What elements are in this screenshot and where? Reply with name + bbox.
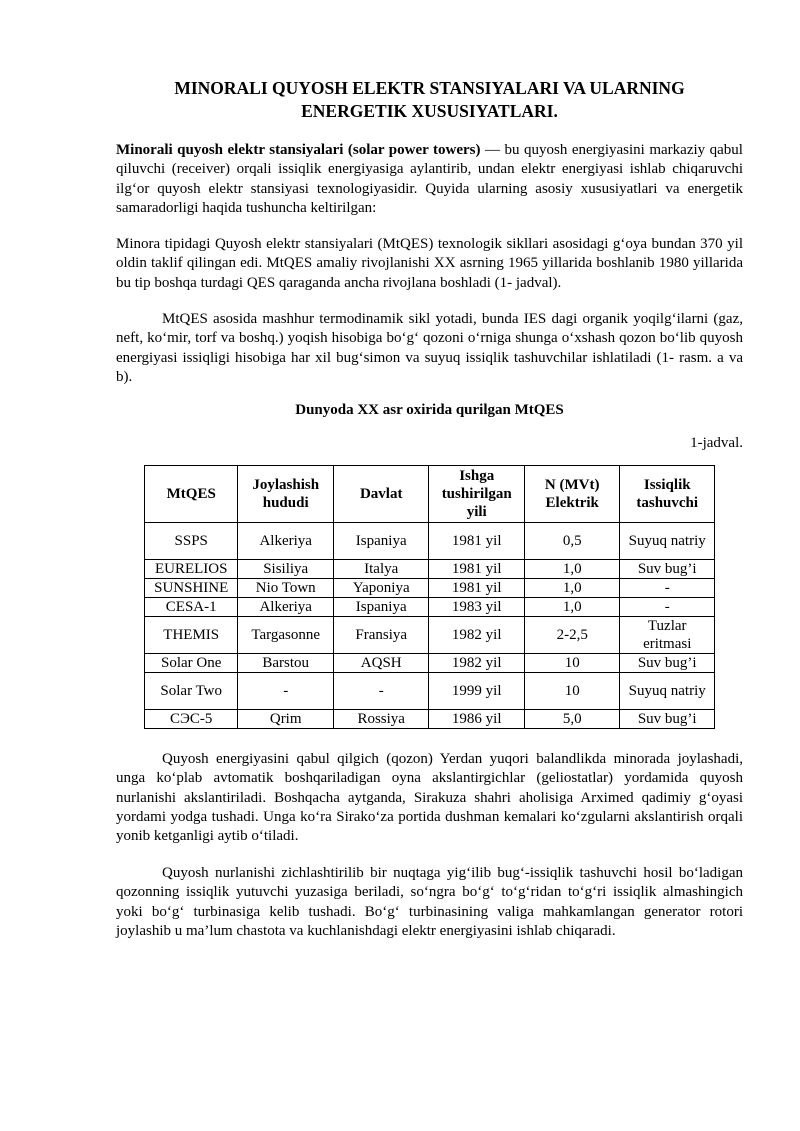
table-cell: Fransiya [333, 617, 429, 654]
table-row [145, 654, 715, 673]
table-cell: Suyuq natriy [620, 523, 715, 560]
table-cell: - [620, 579, 715, 598]
table-cell: 1,0 [524, 598, 620, 617]
table-cell: Nio Town [238, 579, 334, 598]
table-cell: CESA-1 [145, 598, 238, 617]
table-cell: 1983 yil [429, 598, 525, 617]
intro-text: — bu quyosh energiyasini markaziy qabul qiluvchi (receiver) orqali issiqlik energiyasiga aylantirib, undan elektr energiyasi ishlab chiqaruvchi ilg‘or quyosh elektr stansiyasi texnologiyasidir. Quyida ularning asosiy xususiyatlari va energetik samaradorligi haqida tushuncha keltirilgan: [116, 142, 743, 216]
turbine-paragraph: Quyosh nurlanishi zichlashtirilib bir nuqtaga yig‘ilib bug‘-issiqlik tashuvchi hosil bo‘ladigan qozonning issiqlik yutuvchi yuzasiga beriladi, so‘ngra bo‘g‘ to‘g‘ridan to‘g‘ri issiqlik almashingich yoki bo‘g‘ turbinasiga kelib tushadi. Bo‘g‘ turbinasining valiga mahkamlangan generator rotori joylashib u ma’lum chastota va kuchlanishdagi elektr energiyasini ishlab chiqaradi. [116, 865, 743, 939]
table-number: 1-jadval. [690, 435, 743, 451]
table-row [145, 710, 715, 729]
header-cell: Davlat [333, 466, 429, 523]
table-cell: 1999 yil [429, 673, 525, 710]
table-cell: Suv bug’i [620, 654, 715, 673]
table-cell: Rossiya [333, 710, 429, 729]
table-cell: 1981 yil [429, 560, 525, 579]
table-cell: 10 [524, 673, 620, 710]
table-cell: Alkeriya [238, 598, 334, 617]
table-cell: SUNSHINE [145, 579, 238, 598]
table-cell: 1,0 [524, 579, 620, 598]
intro-paragraph [116, 141, 743, 218]
header-cell: N (MVt) Elektrik [524, 466, 620, 523]
table-cell: Yaponiya [333, 579, 429, 598]
table-cell: - [333, 673, 429, 710]
table-cell: 1,0 [524, 560, 620, 579]
table-cell: THEMIS [145, 617, 238, 654]
table-cell: Barstou [238, 654, 334, 673]
header-cell: Joylashish hududi [238, 466, 334, 523]
table-row [145, 579, 715, 598]
thermodynamic-paragraph: MtQES asosida mashhur termodinamik sikl yotadi, bunda IES dagi organik yoqilg‘ilarni (gaz, neft, ko‘mir, torf va boshq.) yoqish hisobiga bo‘g‘ qozoni o‘rniga shunga o‘xshash qozon bo‘lib quyosh energiyasi issiqligi hisobiga har xil bug‘simon va suyuq issiqlik tashuvchilar ishlatiladi (1- rasm. a va b). [116, 311, 743, 385]
table-cell: 1982 yil [429, 654, 525, 673]
table-cell: SSPS [145, 523, 238, 560]
title-line-2: ENERGETIK XUSUSIYATLARI. [301, 101, 558, 121]
history-paragraph: Minora tipidagi Quyosh elektr stansiyalari (MtQES) texnologik sikllari asosidagi g‘oya bundan 370 yil oldin taklif qilingan edi. MtQES amaliy rivojlanishi XX asrning 1965 yillarida boshlanib 1980 yillarida bu tip boshqa turdagi QES qaraganda ancha rivojlana boshladi (1- jadval). [116, 236, 743, 291]
header-cell: Issiqlik tashuvchi [620, 466, 715, 523]
table-cell: 5,0 [524, 710, 620, 729]
table-cell: 1982 yil [429, 617, 525, 654]
table-cell: - [620, 598, 715, 617]
table-cell: 2-2,5 [524, 617, 620, 654]
table-cell: Ispaniya [333, 523, 429, 560]
table-row [145, 523, 715, 560]
table-header-row [145, 466, 715, 523]
header-cell: Ishga tushirilgan yili [429, 466, 525, 523]
table-cell: Ispaniya [333, 598, 429, 617]
table-cell: 1981 yil [429, 579, 525, 598]
intro-bold-term: Minorali quyosh elektr stansiyalari (solar power towers) [116, 142, 481, 158]
table-row [145, 598, 715, 617]
table-cell: 10 [524, 654, 620, 673]
table-cell: Sisiliya [238, 560, 334, 579]
table-cell: 1986 yil [429, 710, 525, 729]
table-row [145, 617, 715, 654]
stations-table [144, 465, 715, 729]
title-line-1: MINORALI QUYOSH ELEKTR STANSIYALARI VA ULARNING [174, 78, 685, 98]
receiver-paragraph: Quyosh energiyasini qabul qilgich (qozon) Yerdan yuqori balandlikda minorada joylashadi, unga ko‘plab avtomatik boshqariladigan oyna akslantirgichlar (geliostatlar) yordamida quyosh nurlanishi akslantiriladi. Boshqacha aytganda, Sirakuza shahri aholisiga Arximed qadimiy g‘oyasi yordami yodga tushadi. Unga ko‘ra Sirako‘za portida dushman kemalari ko‘zgularni akslantirish orqali yonib ketganligi aytib o‘tiladi. [116, 751, 743, 845]
table-row [145, 560, 715, 579]
header-cell: MtQES [145, 466, 238, 523]
table-cell: 0,5 [524, 523, 620, 560]
table-cell: Solar One [145, 654, 238, 673]
table-cell: Italya [333, 560, 429, 579]
table-cell: Suv bug’i [620, 560, 715, 579]
table-cell: 1981 yil [429, 523, 525, 560]
table-cell: СЭС-5 [145, 710, 238, 729]
table-cell: AQSH [333, 654, 429, 673]
table-cell: Targasonne [238, 617, 334, 654]
table-caption: Dunyoda XX asr oxirida qurilgan MtQES [295, 402, 564, 418]
table-cell: EURELIOS [145, 560, 238, 579]
document-title [116, 77, 743, 123]
table-row [145, 673, 715, 710]
table-cell: Tuzlar eritmasi [620, 617, 715, 654]
table-cell: Qrim [238, 710, 334, 729]
table-cell: Alkeriya [238, 523, 334, 560]
table-cell: Solar Two [145, 673, 238, 710]
table-cell: - [238, 673, 334, 710]
table-cell: Suv bug’i [620, 710, 715, 729]
table-cell: Suyuq natriy [620, 673, 715, 710]
